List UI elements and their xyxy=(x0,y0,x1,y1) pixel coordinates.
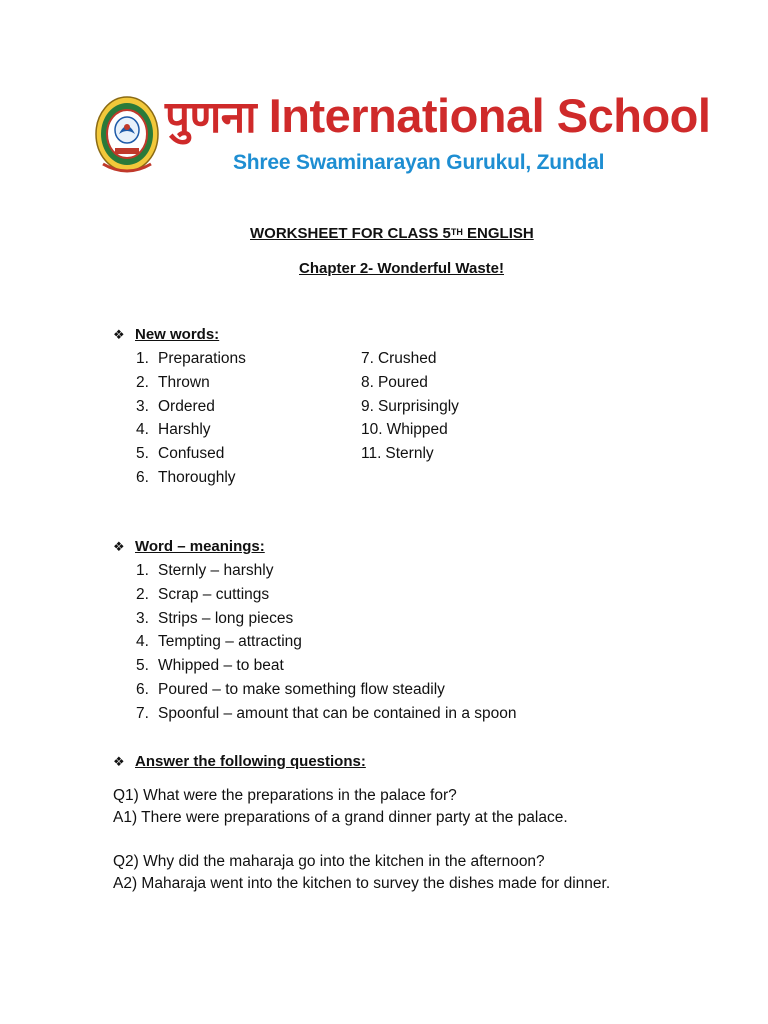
list-item: 6. Poured – to make something flow steadily xyxy=(136,680,445,698)
list-item: 6. Thoroughly xyxy=(136,468,236,486)
question-2: Q2) Why did the maharaja go into the kitchen in the afternoon? xyxy=(113,853,545,870)
word-meanings-list xyxy=(136,559,517,726)
school-subtitle: Shree Swaminarayan Gurukul, Zundal xyxy=(233,151,605,174)
list-item: 8. Poured xyxy=(361,373,428,391)
answer-1: A1) There were preparations of a grand dinner party at the palace. xyxy=(113,809,568,826)
diamond-bullet-icon: ❖ xyxy=(113,540,125,555)
list-item: 2. Scrap – cuttings xyxy=(136,585,270,603)
worksheet-title-suffix: ENGLISH xyxy=(462,225,534,242)
new-words-heading xyxy=(113,325,219,346)
list-item: 4. Tempting – attracting xyxy=(136,633,302,651)
questions-heading-text: Answer the following questions: xyxy=(135,753,366,770)
list-item: 3. Ordered xyxy=(136,397,215,415)
worksheet-title-sup: TH xyxy=(450,227,463,237)
list-item: 2. Thrown xyxy=(136,373,210,391)
word-meanings-heading xyxy=(113,537,265,558)
questions-heading xyxy=(113,752,366,773)
list-item: 1. Preparations xyxy=(136,350,246,367)
question-1: Q1) What were the preparations in the palace for? xyxy=(113,787,457,804)
worksheet-title xyxy=(250,224,534,244)
school-name-english: International School xyxy=(268,89,711,142)
list-item: 9. Surprisingly xyxy=(361,397,459,415)
diamond-bullet-icon: ❖ xyxy=(113,328,125,343)
list-item: 7. Spoonful – amount that can be contained in a spoon xyxy=(136,704,517,722)
list-item: 4. Harshly xyxy=(136,421,211,439)
list-item: 5. Whipped – to beat xyxy=(136,657,284,675)
new-words-list-col1 xyxy=(136,347,246,490)
list-item: 5. Confused xyxy=(136,445,225,463)
diamond-bullet-icon: ❖ xyxy=(113,755,125,770)
school-name-devanagari: पुणना xyxy=(165,92,257,143)
list-item: 1. Sternly – harshly xyxy=(136,562,274,579)
list-item: 11. Sternly xyxy=(361,445,434,463)
worksheet-title-prefix: WORKSHEET FOR CLASS 5 xyxy=(250,225,451,242)
list-item: 7. Crushed xyxy=(361,350,437,367)
school-emblem-logo xyxy=(93,94,161,178)
chapter-title: Chapter 2- Wonderful Waste! xyxy=(299,260,505,277)
answer-2: A2) Maharaja went into the kitchen to survey the dishes made for dinner. xyxy=(113,875,611,892)
school-name xyxy=(165,88,710,146)
word-meanings-heading-text: Word – meanings: xyxy=(135,538,265,555)
new-words-heading-text: New words: xyxy=(135,326,220,343)
new-words-list-col2 xyxy=(361,347,459,466)
list-item: 3. Strips – long pieces xyxy=(136,609,294,627)
list-item: 10. Whipped xyxy=(361,421,448,439)
